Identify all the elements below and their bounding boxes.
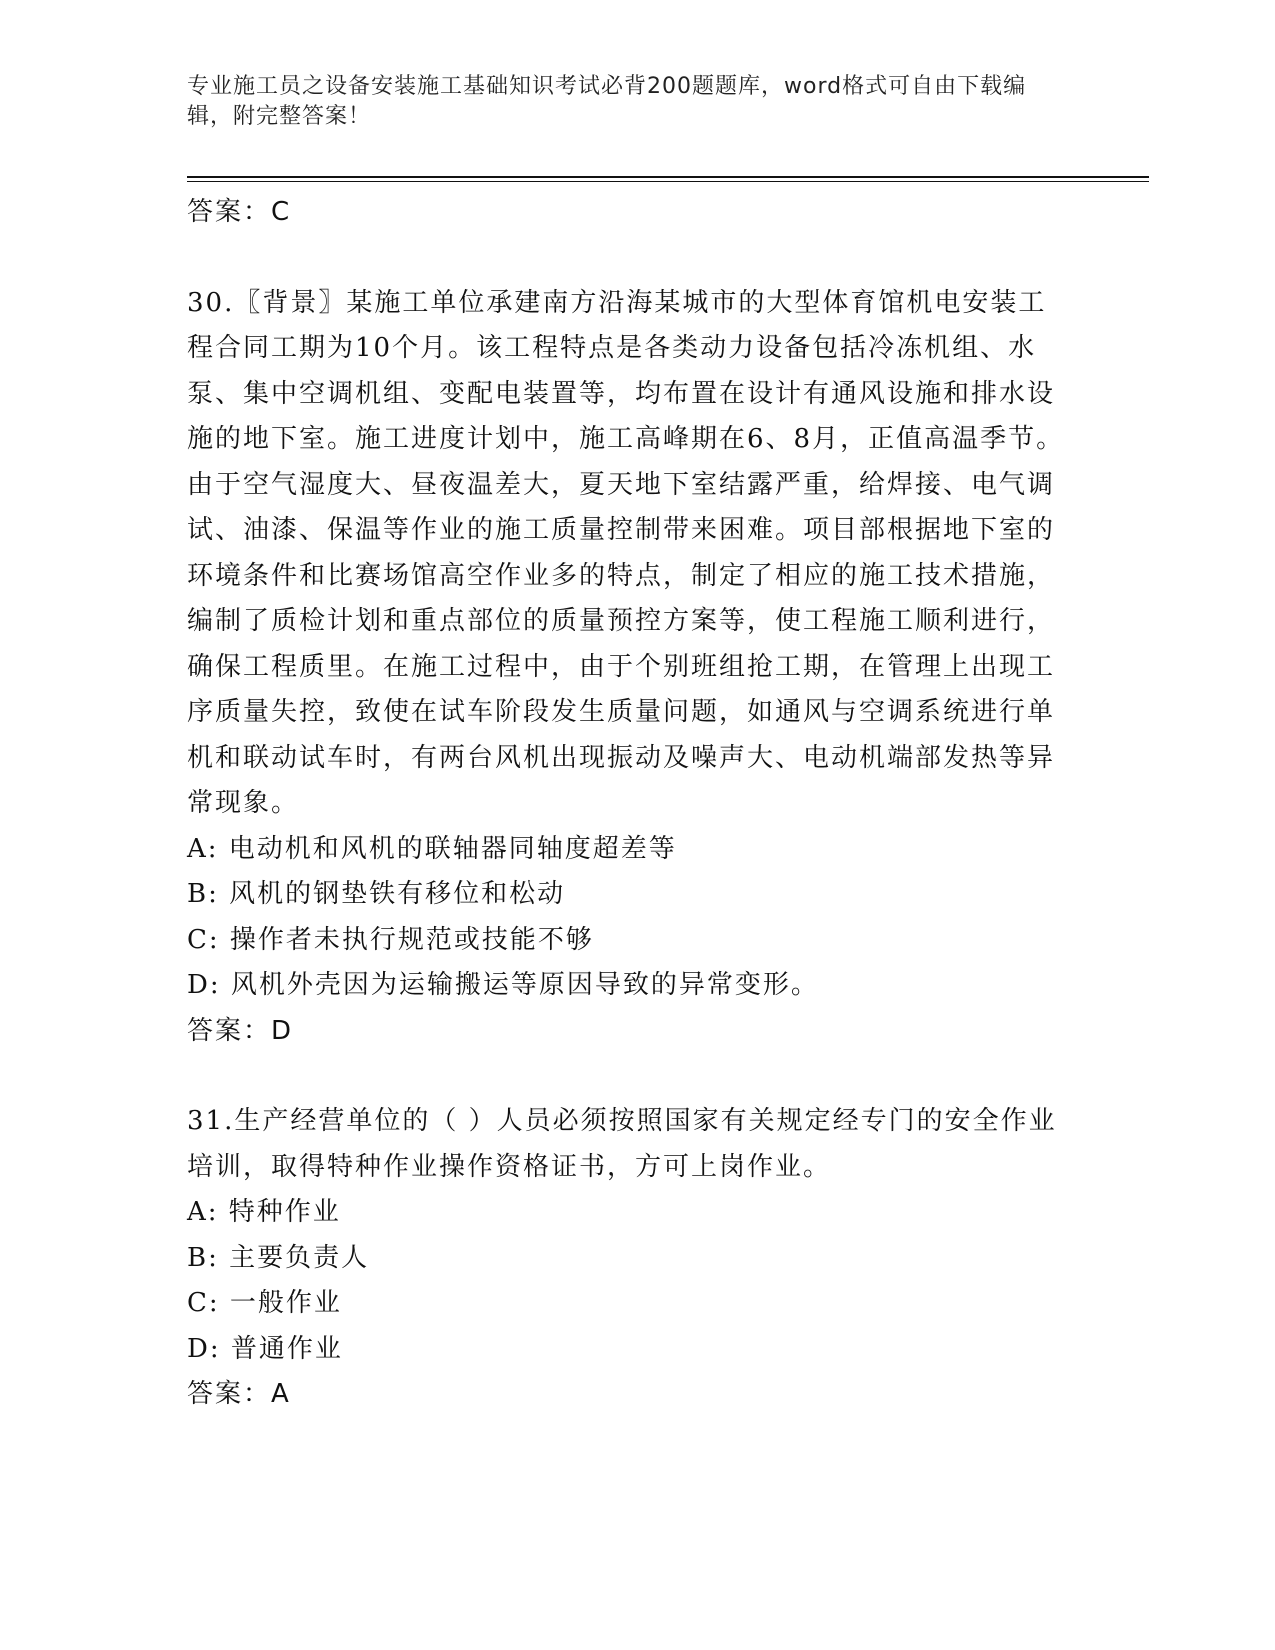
answer: 答案：D xyxy=(187,1015,294,1046)
header-divider-thin xyxy=(187,181,1149,182)
question-31 xyxy=(187,1099,1067,1418)
answer: 答案：A xyxy=(187,1379,291,1409)
option-d: D: 风机外壳因为运输搬运等原因导致的异常变形。 xyxy=(187,970,819,1000)
question-30 xyxy=(187,281,1067,1055)
option-b: B: 风机的钢垫铁有移位和松动 xyxy=(187,879,566,909)
option-c: C: 一般作业 xyxy=(187,1288,342,1318)
option-a: A: 电动机和风机的联轴器同轴度超差等 xyxy=(187,833,677,864)
page-header: 专业施工员之设备安装施工基础知识考试必背200题题库，word格式可自由下载编辑，附完整答案！ xyxy=(187,74,1027,129)
spacer xyxy=(187,236,1067,281)
question-stem: 31.生产经营单位的（ ）人员必须按照国家有关规定经专门的安全作业培训，取得特种作业操作资格证书，方可上岗作业。 xyxy=(187,1106,1057,1182)
option-a: A: 特种作业 xyxy=(187,1197,341,1227)
option-d: D: 普通作业 xyxy=(187,1333,343,1364)
option-c: C: 操作者未执行规范或技能不够 xyxy=(187,924,594,955)
previous-answer: 答案：C xyxy=(187,197,292,227)
exam-content xyxy=(187,190,1067,1418)
option-b: B: 主要负责人 xyxy=(187,1242,370,1273)
spacer xyxy=(187,1054,1067,1099)
header-divider-thick xyxy=(187,176,1149,178)
question-stem: 30.〖背景〗某施工单位承建南方沿海某城市的大型体育馆机电安装工程合同工期为10个月。该工程特点是各类动力设备包括冷冻机组、水泵、集中空调机组、变配电装置等，均布置在设计有通风设施和排水设施的地下室。施工进度计划中，施工高峰期在6、8月，正值高温季节。由于空气湿度大、昼夜温差大，夏天地下室结露严重，给焊接、电气调试、油漆、保温等作业的施工质量控制带来困难。项目部根据地下室的环境条件和比赛场馆高空作业多的特点，制定了相应的施工技术措施，编制了质检计划和重点部位的质量预控方案等，使工程施工顺利进行，确保工程质里。在施工过程中，由于个别班组抢工期，在管理上出现工序质量失控，致使在试车阶段发生质量问题，如通风与空调系统进行单机和联动试车时，有两台风机出现振动及噪声大、电动机端部发热等异常现象。 xyxy=(187,287,1065,818)
